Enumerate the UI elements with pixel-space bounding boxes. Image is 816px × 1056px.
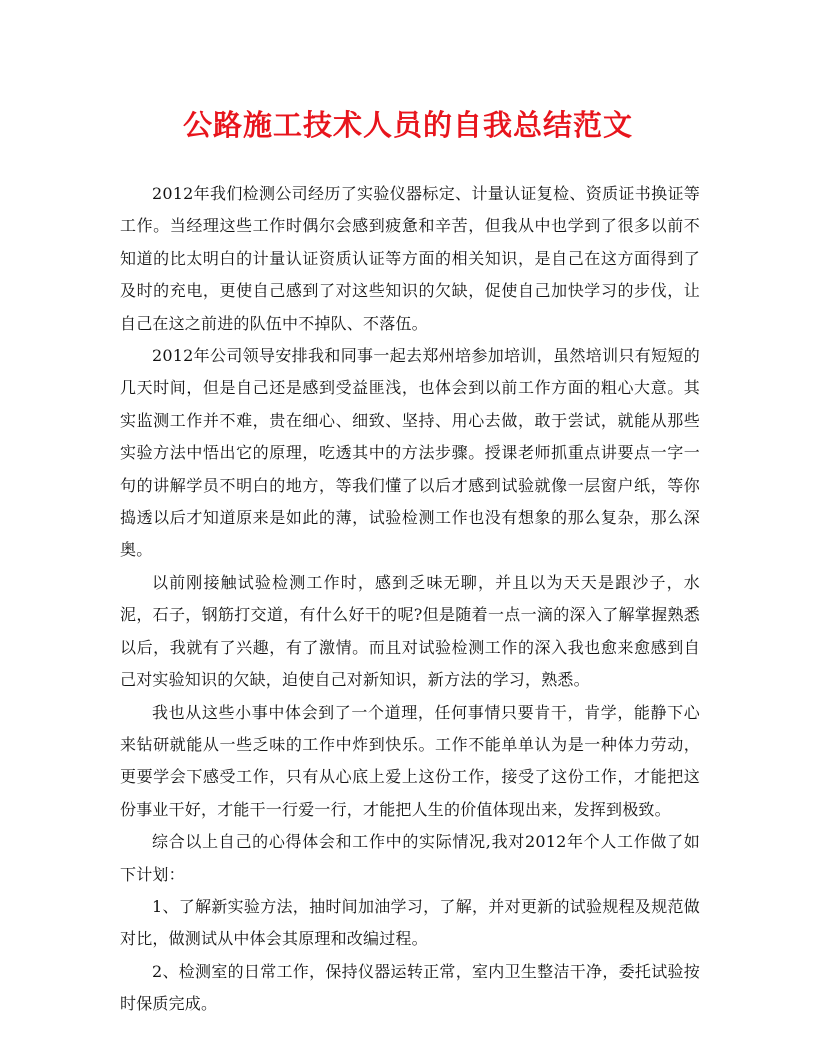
document-body (120, 178, 700, 1021)
paragraph: 1、了解新实验方法，抽时间加油学习，了解，并对更新的试验规程及规范做对比，做测试从中体会其原理和改编过程。 (120, 896, 700, 949)
paragraph: 2、检测室的日常工作，保持仪器运转正常，室内卫生整洁干净，委托试验按时保质完成。 (120, 961, 700, 1014)
paragraph: 综合以上自己的心得体会和工作中的实际情况,我对2012年个人工作做了如下计划： (120, 832, 700, 884)
document-title: 公路施工技术人员的自我总结范文 (182, 108, 633, 142)
paragraph: 2012年我们检测公司经历了实验仪器标定、计量认证复检、资质证书换证等工作。当经理这些工作时偶尔会感到疲惫和辛苦，但我从中也学到了很多以前不知道的比太明白的计量认证资质认证等方面的相关知识，是自己在这方面得到了及时的充电，更使自己感到了对这些知识的欠缺，促使自己加快学习的步伐，让自己在这之前进的队伍中不掉队、不落伍。 (120, 184, 700, 333)
paragraph: 以前刚接触试验检测工作时，感到乏味无聊，并且以为天天是跟沙子，水泥，石子，钢筋打交道，有什么好干的呢?但是随着一点一滴的深入了解掌握熟悉以后，我就有了兴趣，有了激情。而且对试验检测工作的深入我也愈来愈感到自己对实验知识的欠缺，迫使自己对新知识，新方法的学习，熟悉。 (120, 572, 700, 690)
paragraph: 我也从这些小事中体会到了一个道理，任何事情只要肯干，肯学，能静下心来钻研就能从一些乏味的工作中炸到快乐。工作不能单单认为是一种体力劳动，更要学会下感受工作，只有从心底上爱上这份工作，接受了这份工作，才能把这份事业干好，才能干一行爱一行，才能把人生的价值体现出来，发挥到极致。 (120, 702, 700, 819)
paragraph: 2012年公司领导安排我和同事一起去郑州培参加培训，虽然培训只有短短的几天时间，但是自己还是感到受益匪浅，也体会到以前工作方面的粗心大意。其实监测工作并不难，贵在细心、细致、坚持、用心去做，敢于尝试，就能从那些实验方法中悟出它的原理，吃透其中的方法步骤。授课老师抓重点讲要点一字一句的讲解学员不明白的地方，等我们懂了以后才感到试验就像一层窗户纸，等你捣透以后才知道原来是如此的薄，试验检测工作也没有想象的那么复杂，那么深奥。 (120, 346, 700, 560)
